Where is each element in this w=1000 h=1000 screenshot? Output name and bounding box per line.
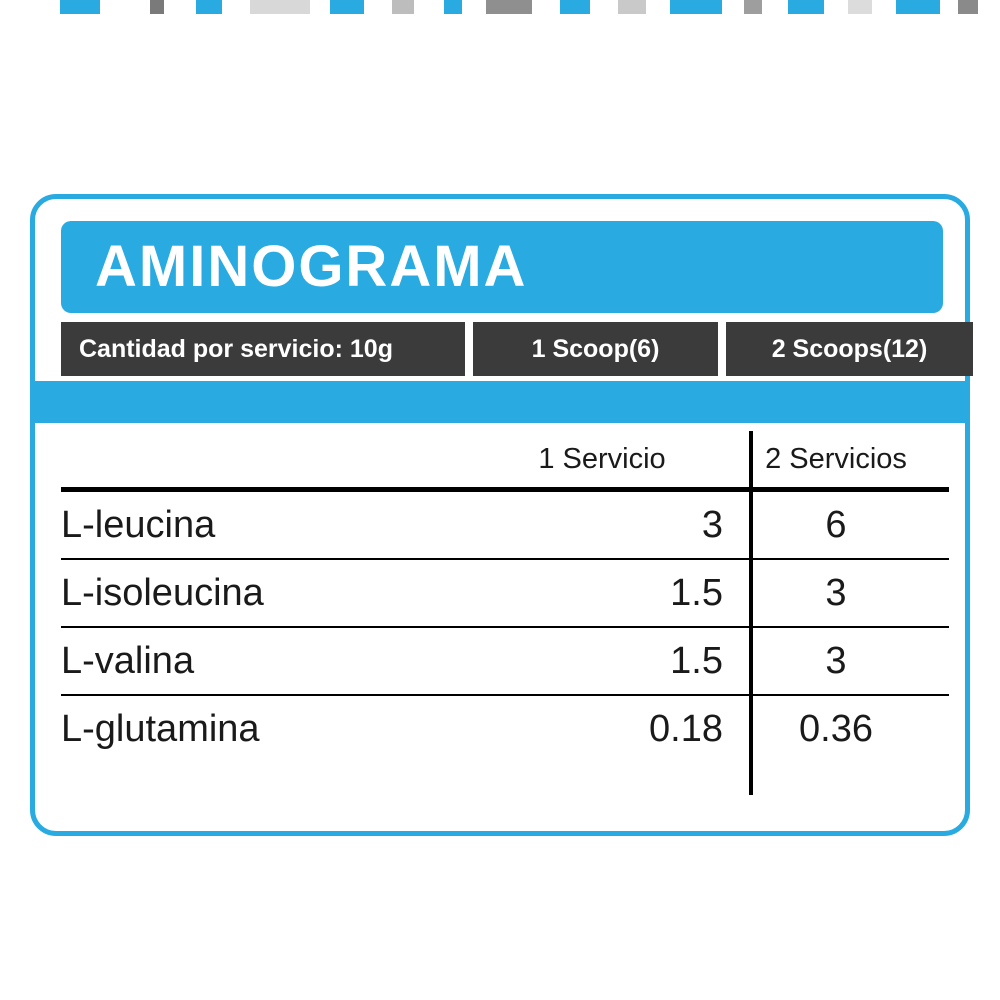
table-row [61, 492, 949, 559]
top-edge-mark [330, 0, 364, 14]
top-edge-mark [444, 0, 462, 14]
page-title: AMINOGRAMA [95, 234, 528, 299]
table-row [61, 559, 949, 627]
header-one-serving: 1 Servicio [538, 442, 666, 475]
amino-value-one-serving: 3 [481, 492, 723, 559]
serving-header-row [61, 322, 973, 376]
top-edge-mark [196, 0, 222, 14]
aminogram-label-card [30, 194, 970, 836]
amino-value-two-servings: 6 [723, 492, 949, 559]
label-title-bar [61, 221, 943, 313]
top-edge-mark [958, 0, 978, 14]
amino-value-one-serving: 1.5 [481, 627, 723, 695]
top-edge-mark [250, 0, 310, 14]
table-row [61, 627, 949, 695]
top-edge-mark [788, 0, 824, 14]
amino-value-one-serving: 1.5 [481, 559, 723, 627]
top-edge-mark [392, 0, 414, 14]
amount-per-serving-cell: Cantidad por servicio: 10g [61, 322, 465, 376]
one-scoop-cell: 1 Scoop(6) [473, 322, 718, 376]
top-edge-color-marks [0, 0, 1000, 14]
blue-separator-band [35, 381, 965, 423]
top-edge-mark [150, 0, 164, 14]
header-two-servings: 2 Servicios [765, 442, 907, 475]
top-edge-mark [670, 0, 722, 14]
top-edge-mark [896, 0, 940, 14]
amino-name: L-glutamina [61, 707, 260, 750]
top-edge-mark [486, 0, 532, 14]
amino-table [61, 431, 949, 762]
top-edge-mark [560, 0, 590, 14]
two-scoops-cell: 2 Scoops(12) [726, 322, 973, 376]
amino-value-two-servings: 0.36 [799, 707, 873, 750]
amino-name: L-isoleucina [61, 559, 481, 627]
table-row [61, 695, 949, 762]
amino-name: L-valina [61, 627, 481, 695]
amino-value-two-servings: 3 [723, 627, 949, 695]
amino-value-two-servings: 3 [723, 559, 949, 627]
amino-name: L-leucina [61, 492, 481, 559]
top-edge-mark [848, 0, 872, 14]
top-edge-mark [618, 0, 646, 14]
table-header-row [61, 431, 949, 490]
amino-value-one-serving: 0.18 [649, 707, 723, 750]
top-edge-mark [744, 0, 762, 14]
header-blank-cell [61, 431, 481, 490]
top-edge-mark [60, 0, 100, 14]
amino-table-wrap [61, 431, 949, 762]
